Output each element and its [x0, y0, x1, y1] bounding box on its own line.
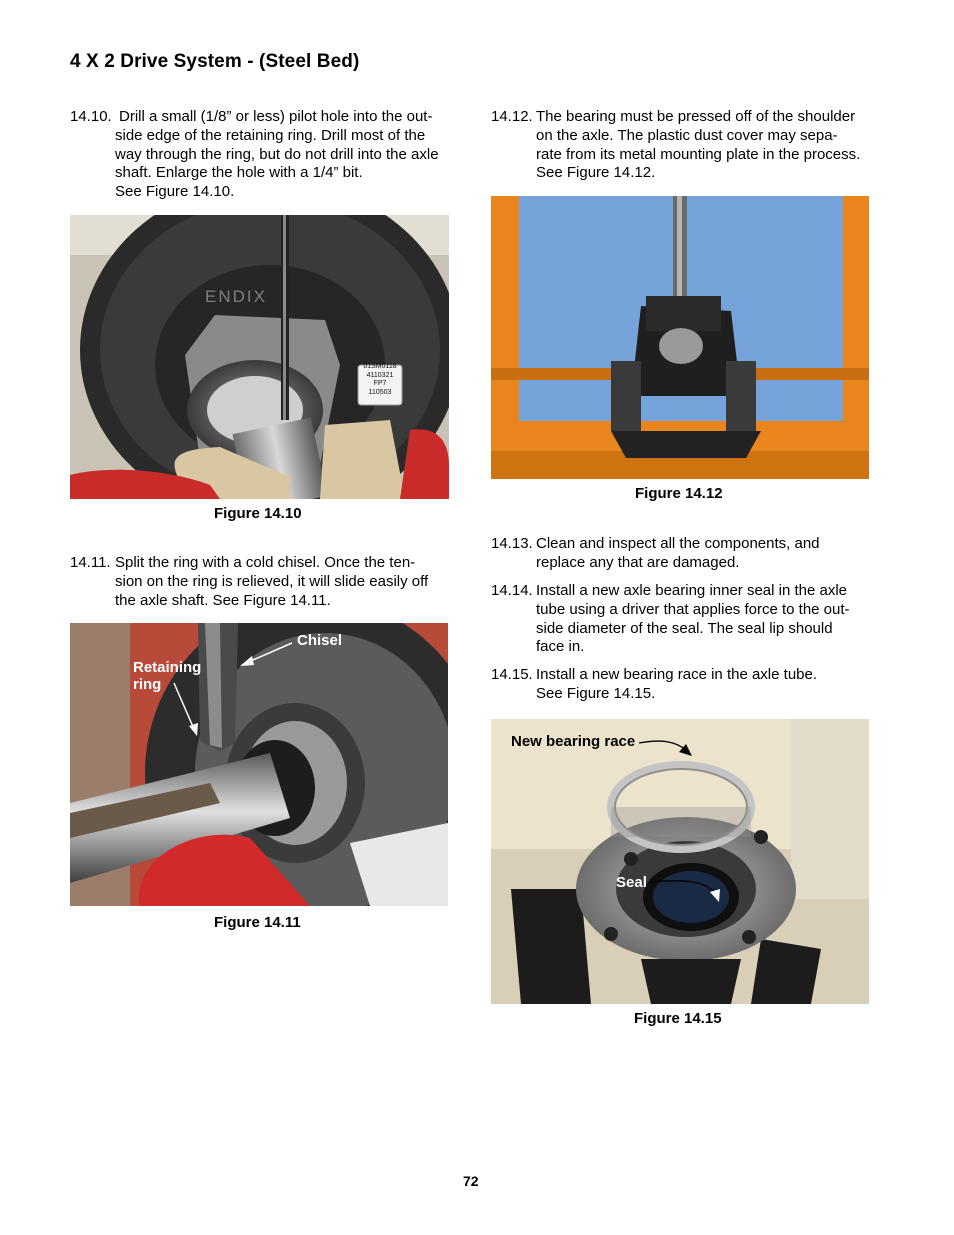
- step-text: Install a new bearing race in the axle tube. See Figure 14.15.: [536, 666, 818, 702]
- hub-stamp-text: ENDIX: [205, 287, 267, 306]
- callout-arrows: [70, 623, 448, 906]
- figure-14-15-caption: Figure 14.15: [634, 1010, 722, 1027]
- figure-14-10-photo: [70, 215, 449, 499]
- step-number: 14.15.: [491, 666, 533, 683]
- step-14-13: [491, 535, 881, 575]
- step-number: 14.13.: [491, 535, 533, 552]
- seal-label: Seal: [616, 874, 647, 891]
- figure-14-10-caption: Figure 14.10: [214, 505, 302, 522]
- step-14-11: [70, 554, 460, 614]
- step-number: 14.14.: [491, 582, 533, 599]
- step-14-10: [70, 108, 460, 204]
- figure-14-12-photo: [491, 196, 869, 479]
- step-text: Clean and inspect all the components, and replace any that are damaged.: [536, 535, 820, 571]
- figure-14-15-photo: [491, 719, 869, 1004]
- step-text: Split the ring with a cold chisel. Once the ten- sion on the ring is relieved, it will slide easily off the axle shaft. See Figure 14.11.: [115, 554, 429, 609]
- retaining-ring-label: Retaining ring: [133, 659, 202, 693]
- figure-14-12-caption: Figure 14.12: [635, 485, 723, 502]
- step-text: Drill a small (1/8” or less) pilot hole into the out- side edge of the retaining ring. Drill most of the way through the ring, but do not drill into the axle shaft. Enlarge the hole with a 1/4” bit. See Figure 14.10.: [115, 108, 439, 201]
- step-14-14: [491, 582, 881, 660]
- step-number: 14.10.: [70, 108, 112, 125]
- figure-14-11-caption: Figure 14.11: [214, 914, 301, 931]
- step-text: Install a new axle bearing inner seal in the axle tube using a driver that applies force to the out- side diameter of the seal. The seal lip should face in.: [536, 582, 850, 656]
- step-text: The bearing must be pressed off of the shoulder on the axle. The plastic dust cover may sepa- rate from its metal mounting plate in the process. See Figure 14.12.: [536, 108, 861, 182]
- step-14-15: [491, 666, 881, 706]
- figure-14-11-photo: [70, 623, 448, 906]
- chisel-label: Chisel: [297, 632, 343, 649]
- new-bearing-race-label: New bearing race: [511, 733, 636, 750]
- page-number: 72: [463, 1173, 479, 1189]
- hub-tag: 01SM0118 4110321 FP7 110503: [363, 363, 397, 396]
- callout-arrows: [491, 719, 869, 1004]
- step-number: 14.11.: [70, 554, 111, 571]
- step-number: 14.12.: [491, 108, 533, 125]
- page-title: 4 X 2 Drive System - (Steel Bed): [70, 51, 360, 72]
- step-14-12: [491, 108, 881, 186]
